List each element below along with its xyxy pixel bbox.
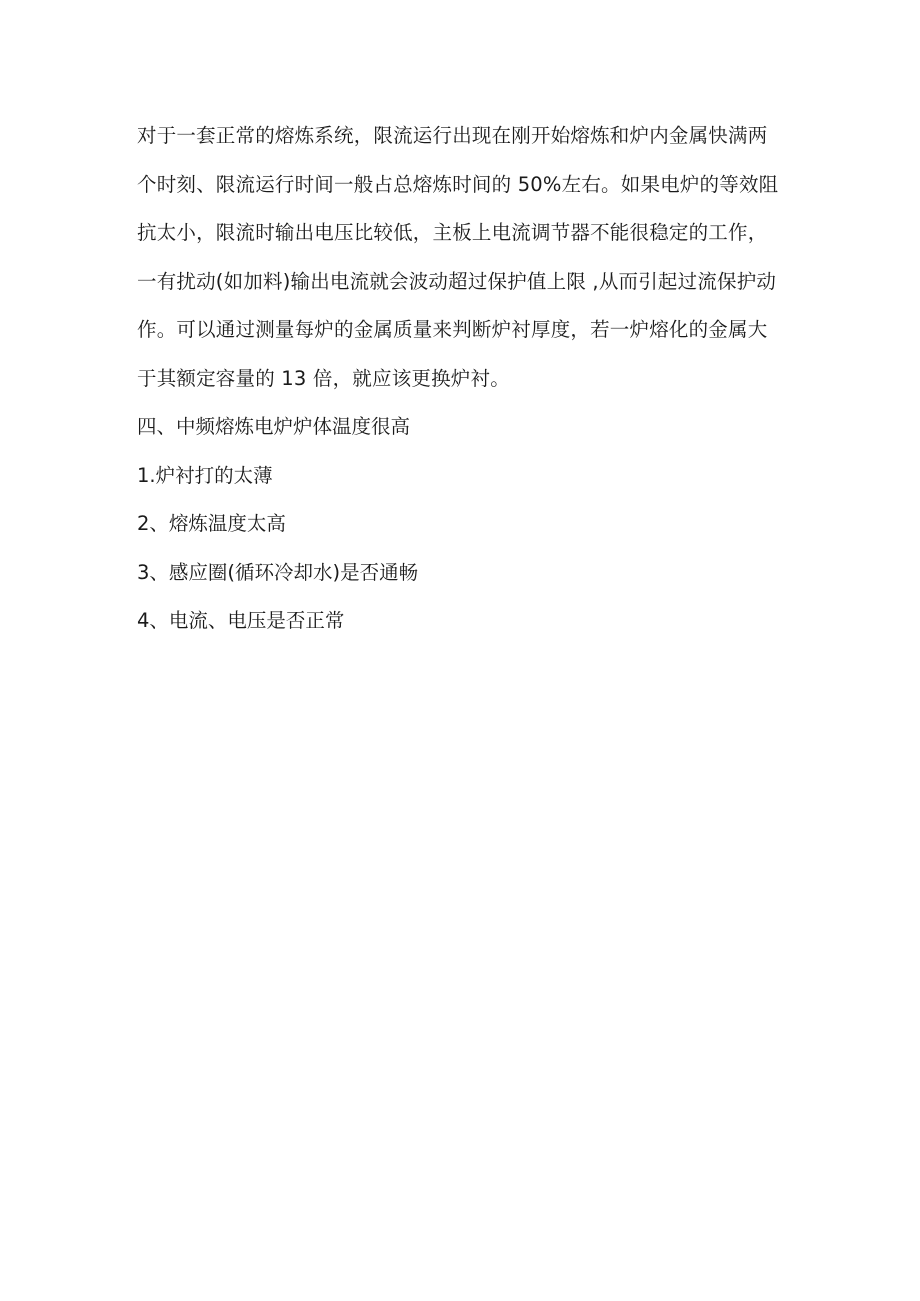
list-item: 3、感应圈(循环冷却水)是否通畅 [137, 560, 419, 584]
section-heading: 四、中频熔炼电炉炉体温度很高 [137, 415, 411, 438]
list-item: 1.炉衬打的太薄 [137, 463, 273, 487]
paragraph-line: 一有扰动(如加料)输出电流就会波动超过保护值上限 ,从而引起过流保护动 [137, 269, 777, 293]
paragraph-line: 对于一套正常的熔炼系统，限流运行出现在刚开始熔炼和炉内金属快满两 [137, 124, 768, 147]
paragraph-line: 抗太小，限流时输出电压比较低，主板上电流调节器不能很稳定的工作， [137, 221, 768, 244]
paragraph-line: 作。可以通过测量每炉的金属质量来判断炉衬厚度，若一炉熔化的金属大 [137, 318, 768, 341]
list-item: 4、电流、电压是否正常 [137, 609, 345, 632]
body-paragraph [137, 112, 787, 403]
paragraph-line: 于其额定容量的 13 倍，就应该更换炉衬。 [137, 366, 510, 390]
paragraph-line: 个时刻、限流运行时间一般占总熔炼时间的 50%左右。如果电炉的等效阻 [137, 172, 779, 196]
list-item: 2、熔炼温度太高 [137, 512, 286, 535]
document-body [137, 112, 787, 646]
